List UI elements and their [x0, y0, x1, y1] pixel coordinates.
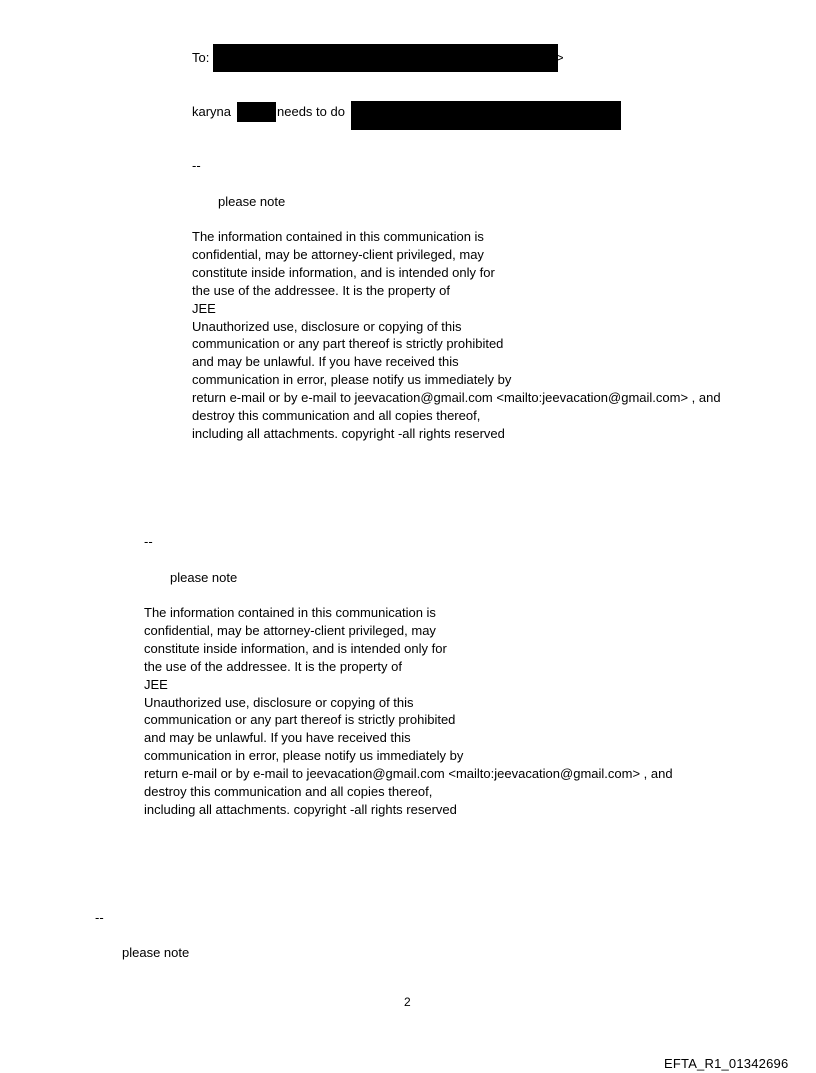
to-trailing-bracket: > [556, 50, 564, 65]
notice-line: destroy this communication and all copies thereof, [192, 408, 481, 424]
notice-line: return e-mail or by e-mail to jeevacation@gmail.com <mailto:jeevacation@gmail.com> , and [192, 390, 721, 406]
notice-line: confidential, may be attorney-client privileged, may [144, 622, 436, 638]
signature-separator: -- [144, 534, 153, 549]
please-note-heading: please note [218, 194, 286, 209]
notice-line: The information contained in this communication is [192, 229, 484, 244]
please-note-heading: please note [170, 570, 238, 585]
signature-separator: -- [192, 158, 201, 173]
notice-line: the use of the addressee. It is the property of [144, 658, 402, 674]
page-number: 2 [404, 995, 411, 1009]
notice-line: communication or any part thereof is strictly prohibited [144, 712, 456, 728]
notice-line: and may be unlawful. If you have received this [144, 730, 411, 746]
notice-line: and may be unlawful. If you have received this [192, 354, 459, 370]
redaction-bar [213, 44, 558, 72]
notice-line: Unauthorized use, disclosure or copying of this [144, 694, 414, 710]
notice-line: The information contained in this communication is [144, 605, 436, 620]
redaction-bar [351, 101, 621, 130]
notice-line: JEE [192, 300, 216, 316]
confidentiality-notice [144, 604, 673, 819]
signature-separator: -- [95, 910, 104, 925]
notice-line: communication in error, please notify us immediately by [144, 748, 464, 764]
recipient-name: karyna [192, 104, 232, 119]
notice-line: destroy this communication and all copies thereof, [144, 784, 433, 800]
confidentiality-notice [192, 228, 721, 443]
redaction-bar [237, 102, 276, 122]
notice-line: including all attachments. copyright -all rights reserved [144, 801, 457, 817]
message-text: needs to do [277, 104, 345, 119]
notice-line: JEE [144, 676, 168, 692]
notice-line: Unauthorized use, disclosure or copying of this [192, 318, 462, 334]
notice-line: constitute inside information, and is intended only for [192, 264, 495, 280]
please-note-heading: please note [122, 945, 190, 960]
notice-line: the use of the addressee. It is the property of [192, 282, 450, 298]
notice-line: communication in error, please notify us immediately by [192, 372, 512, 388]
to-label: To: [192, 50, 210, 65]
notice-line: including all attachments. copyright -all rights reserved [192, 425, 505, 441]
notice-line: constitute inside information, and is intended only for [144, 640, 447, 656]
notice-line: return e-mail or by e-mail to jeevacation@gmail.com <mailto:jeevacation@gmail.com> , and [144, 766, 673, 782]
document-id: EFTA_R1_01342696 [664, 1056, 789, 1071]
notice-line: confidential, may be attorney-client privileged, may [192, 246, 484, 262]
notice-line: communication or any part thereof is strictly prohibited [192, 336, 504, 352]
